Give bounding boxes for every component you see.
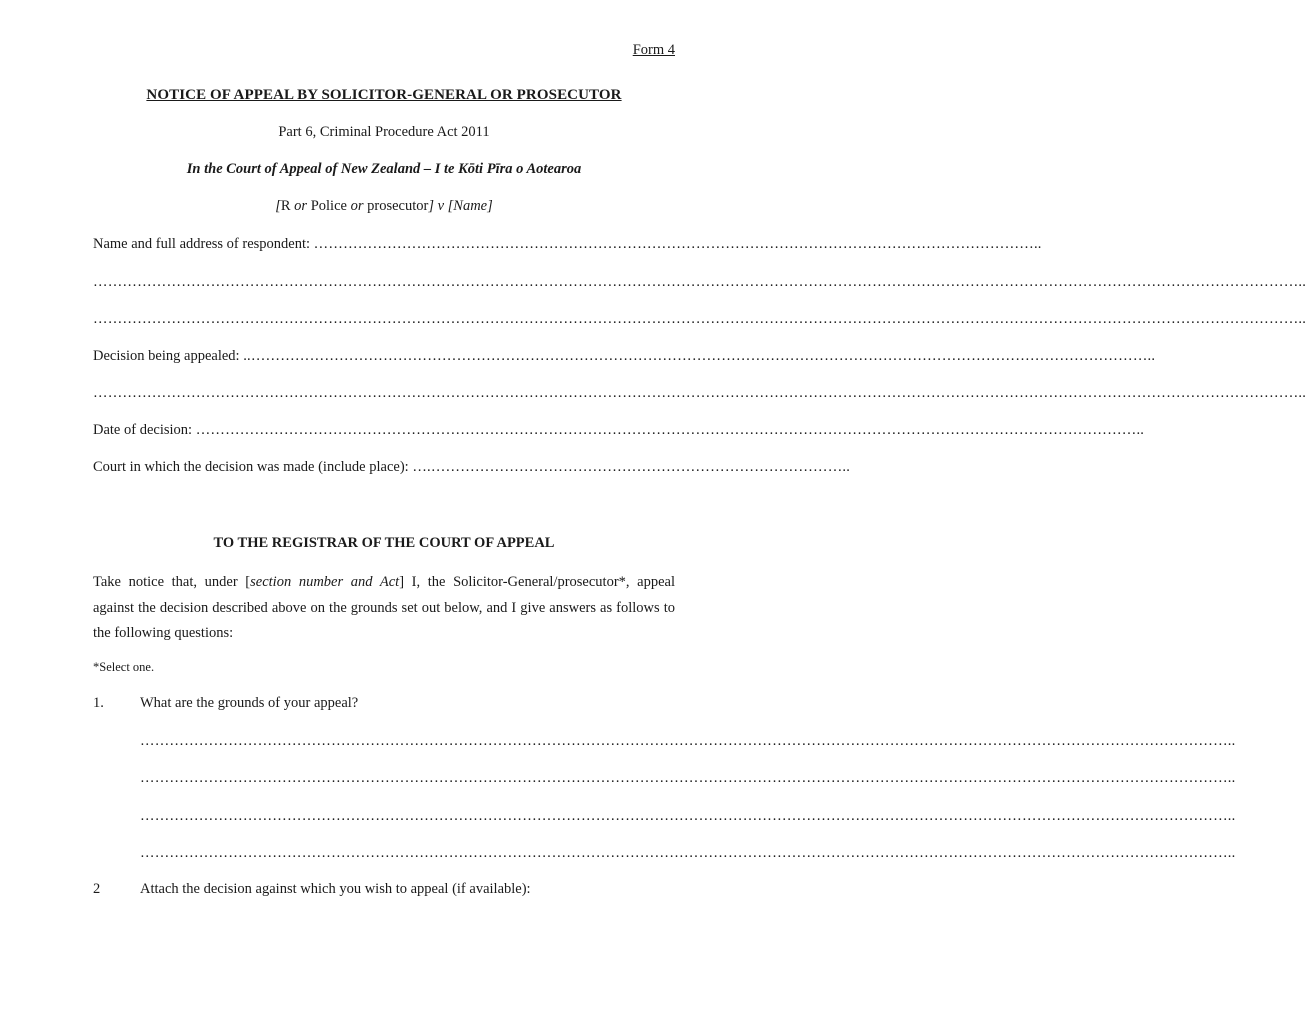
parties-or-1: or bbox=[290, 198, 311, 214]
parties-line bbox=[0, 198, 768, 215]
date-label: Date of decision: bbox=[93, 422, 196, 438]
respondent-line-3[interactable]: ………………………………………………………………………………………………………………………………………………………………………………………………………………………….. bbox=[93, 311, 1306, 327]
court-dots: ….………………………………………………………………………….. bbox=[412, 459, 851, 475]
registrar-heading: TO THE REGISTRAR OF THE COURT OF APPEAL bbox=[213, 535, 555, 551]
respondent-dots: ………………………………………………………………………………………………………………………………….. bbox=[313, 236, 1042, 252]
respondent-field[interactable] bbox=[93, 236, 1042, 253]
date-field[interactable] bbox=[93, 422, 1145, 439]
answer-line-4[interactable]: …………………………………………………………………………………………………………………………………………………………………………………………………….. bbox=[140, 845, 1236, 861]
decision-line-2[interactable]: ………………………………………………………………………………………………………………………………………………………………………………………………………………………….. bbox=[93, 385, 1306, 401]
notice-part-2: ] I, the Solicitor-General/prosecutor*, appeal against the decision described above on the grounds set out below, and I give answers as follows to the following questions: bbox=[93, 574, 675, 641]
page-title: NOTICE OF APPEAL BY SOLICITOR-GENERAL OR PROSECUTOR bbox=[146, 87, 622, 103]
answer-line-1[interactable]: …………………………………………………………………………………………………………………………………………………………………………………………………….. bbox=[140, 733, 1236, 749]
question-2-text: Attach the decision against which you wish to appeal (if available): bbox=[140, 881, 531, 897]
parties-r: R bbox=[280, 198, 291, 214]
court-field[interactable] bbox=[93, 459, 851, 476]
decision-field[interactable] bbox=[93, 348, 1156, 365]
form-number-label: Form 4 bbox=[632, 42, 675, 58]
answer-line-2[interactable]: …………………………………………………………………………………………………………………………………………………………………………………………………….. bbox=[140, 770, 1236, 786]
act-reference: Part 6, Criminal Procedure Act 2011 bbox=[278, 124, 490, 140]
parties-open: [ bbox=[275, 198, 281, 214]
question-1-text: What are the grounds of your appeal? bbox=[140, 695, 359, 711]
decision-label: Decision being appealed: bbox=[93, 348, 244, 364]
select-note: *Select one. bbox=[93, 660, 155, 674]
parties-prosecutor: prosecutor bbox=[367, 198, 429, 214]
answer-line-3[interactable]: …………………………………………………………………………………………………………………………………………………………………………………………………….. bbox=[140, 808, 1236, 824]
question-2-number: 2 bbox=[93, 881, 101, 897]
court-heading: In the Court of Appeal of New Zealand – I te Kōti Pīra o Aotearoa bbox=[186, 161, 582, 177]
parties-or-2: or bbox=[346, 198, 368, 214]
notice-paragraph bbox=[93, 570, 675, 647]
respondent-line-2[interactable]: ………………………………………………………………………………………………………………………………………………………………………………………………………………………….. bbox=[93, 274, 1306, 290]
respondent-label: Name and full address of respondent: bbox=[93, 236, 314, 252]
date-dots: ………………………………………………………………………………………………………………………………………………………………………….. bbox=[195, 422, 1145, 438]
question-1-number: 1. bbox=[93, 695, 104, 711]
notice-section-placeholder: section number and Act bbox=[250, 574, 400, 590]
parties-police: Police bbox=[310, 198, 347, 214]
parties-v-name: ] v [Name] bbox=[428, 198, 493, 214]
notice-part-1: Take notice that, under [ bbox=[93, 574, 251, 590]
court-label: Court in which the decision was made (include place): bbox=[93, 459, 413, 475]
decision-dots: ..………………………………………………………………………………………………………………………………………………………………….. bbox=[243, 348, 1156, 364]
